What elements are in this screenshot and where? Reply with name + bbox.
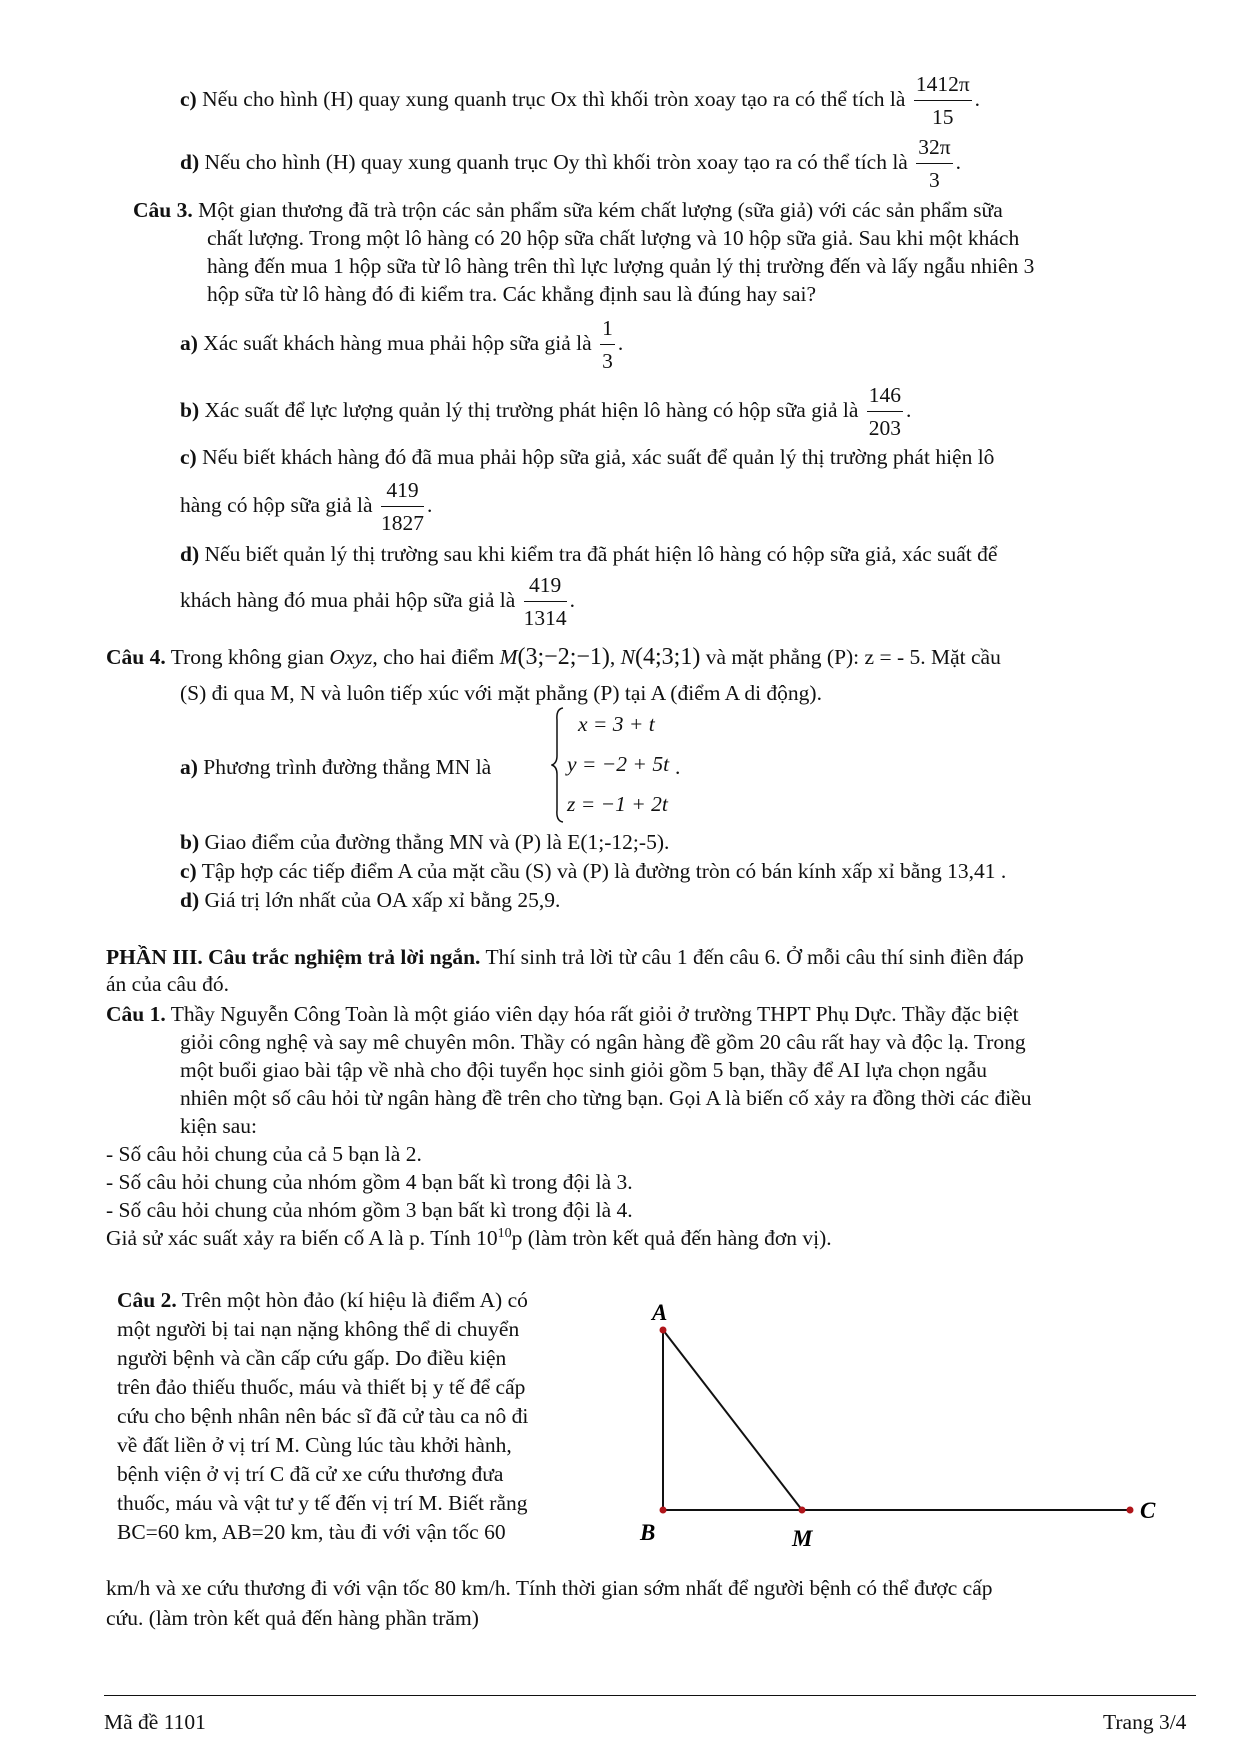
q3-line-1 [133, 198, 1003, 224]
p3q1-condition-1: - Số câu hỏi chung của cả 5 bạn là 2. [106, 1142, 422, 1166]
part-title: PHẦN III. Câu trắc nghiệm trả lời ngắn. [106, 945, 481, 969]
question-text: p (làm tròn kết quả đến hàng đơn vị). [511, 1226, 832, 1251]
option-text: Tập hợp các tiếp điểm A của mặt cầu (S) và (P) là đường tròn có bán kính xấp xỉ bằng 13,41 . [201, 859, 1007, 883]
option-label: c) [180, 859, 197, 883]
p3q1-line-4: nhiên một số câu hỏi từ ngân hàng đề trên cho từng bạn. Gọi A là biến cố xảy ra đồng thời các điều [180, 1086, 1032, 1110]
point-n-name: N [620, 645, 635, 669]
denominator: 3 [602, 348, 613, 373]
option-text: hàng có hộp sữa giả là [180, 493, 373, 518]
question-text: Một gian thương đã trà trộn các sản phẩm sữa kém chất lượng (sữa giả) với các sản phẩm sữa [198, 198, 1003, 222]
p3q2-line-10: km/h và xe cứu thương đi với vận tốc 80 km/h. Tính thời gian sớm nhất để người bệnh có thể được cấp [106, 1576, 993, 1600]
fraction [600, 316, 615, 375]
part3-heading [106, 945, 1024, 971]
option-label: d) [180, 542, 200, 566]
point-a-dot [660, 1327, 667, 1334]
option-text: Nếu cho hình (H) quay xung quanh trục Ox thì khối tròn xoay tạo ra có thể tích là [202, 87, 906, 112]
p3q2-line-9: BC=60 km, AB=20 km, tàu đi với vận tốc 60 [117, 1520, 506, 1544]
point-m-dot [799, 1507, 806, 1514]
q3-line-2: chất lượng. Trong một lô hàng có 20 hộp sữa chất lượng và 10 hộp sữa giả. Sau khi một khách [207, 226, 1020, 250]
point-n-coordinates: (4;3;1) [635, 644, 701, 670]
denominator: 1314 [523, 605, 567, 630]
q3-line-3: hàng đến mua 1 hộp sữa từ lô hàng trên thì lực lượng quản lý thị trường đến và lấy ngẫu nhiên 3 [207, 254, 1035, 278]
fraction [914, 72, 972, 131]
p3q2-line-3: người bệnh và cần cấp cứu gấp. Do điều kiện [117, 1346, 507, 1370]
p3q2-line-6: về đất liền ở vị trí M. Cùng lúc tàu khởi hành, [117, 1433, 512, 1457]
numerator: 146 [867, 383, 903, 412]
denominator: 3 [929, 167, 940, 192]
q4-option-b [180, 830, 669, 856]
q3-option-c-line-1 [180, 445, 994, 471]
label-m: M [792, 1526, 813, 1551]
left-brace-icon [551, 706, 565, 824]
p3q2-line-8: thuốc, máu và vật tư y tế đến vị trí M. Biết rằng [117, 1491, 528, 1515]
q3-option-d-line-2: khách hàng đó mua phải hộp sữa giả là $\frac{419}{1314}$ . [180, 573, 576, 630]
p3q2-line-4: trên đảo thiếu thuốc, máu và thiết bị y tế để cấp [117, 1375, 526, 1399]
question-text: , cho hai điểm [372, 645, 495, 669]
coordinate-system: Oxyz [329, 645, 373, 669]
question-text: và mặt phẳng (P): z = - 5. Mặt cầu [705, 645, 1001, 669]
denominator: 1827 [380, 510, 424, 535]
fraction [916, 135, 952, 194]
q4-option-c [180, 859, 1006, 885]
option-label: a) [180, 755, 198, 779]
point-m-name: M [499, 645, 518, 669]
period: . [675, 755, 681, 779]
footer-divider [104, 1695, 1196, 1696]
p3q1-last-line [106, 1226, 832, 1252]
question-text: Trong không gian [170, 645, 325, 669]
p3q2-line-11: cứu. (làm tròn kết quả đến hàng phần trăm) [106, 1606, 479, 1630]
p3q1-line-5: kiện sau: [180, 1114, 258, 1138]
segment-am [663, 1330, 802, 1510]
equation-z: z = −1 + 2t [567, 792, 668, 816]
point-b-dot [660, 1507, 667, 1514]
equation-y: y = −2 + 5t [567, 752, 670, 776]
question-text: Trên một hòn đảo (kí hiệu là điểm A) có [181, 1288, 528, 1312]
q4-line-2: (S) đi qua M, N và luôn tiếp xúc với mặt phẳng (P) tại A (điểm A di động). [180, 681, 822, 705]
fraction [524, 573, 567, 632]
p3q2-line-1 [117, 1288, 528, 1314]
option-text: Giá trị lớn nhất của OA xấp xỉ bằng 25,9. [204, 888, 561, 912]
q3-line-4: hộp sữa từ lô hàng đó đi kiểm tra. Các khẳng định sau là đúng hay sai? [207, 282, 817, 306]
option-label: d) [180, 888, 200, 912]
line-equation-system [551, 706, 691, 824]
p3q1-line-1 [106, 1002, 1019, 1028]
option-text: khách hàng đó mua phải hộp sữa giả là [180, 588, 516, 613]
label-b: B [640, 1520, 656, 1545]
p3q2-line-2: một người bị tai nạn nặng không thể di chuyển [117, 1317, 520, 1341]
q3-option-b: b) Xác suất để lực lượng quản lý thị trường phát hiện lô hàng có hộp sữa giả là $\frac{146}{203}$ . [180, 383, 912, 440]
question-label: Câu 3. [133, 198, 193, 222]
denominator: 203 [868, 415, 902, 440]
numerator: 419 [381, 478, 424, 507]
q2-option-d: d) Nếu cho hình (H) quay xung quanh trục Oy thì khối tròn xoay tạo ra có thể tích là $\frac{32\pi}{3}$ . [180, 135, 961, 192]
option-label: b) [180, 830, 200, 854]
part3-heading-line-2: án của câu đó. [106, 972, 229, 996]
numerator: 1412π [914, 72, 972, 101]
question-text: Giả sử xác suất xảy ra biến cố A là p. Tính 10 [106, 1226, 498, 1251]
option-text: Nếu cho hình (H) quay xung quanh trục Oy thì khối tròn xoay tạo ra có thể tích là [204, 150, 908, 175]
question-text: Thầy Nguyễn Công Toàn là một giáo viên dạy hóa rất giỏi ở trường THPT Phụ Dực. Thầy đặc biệt [170, 1002, 1019, 1026]
option-text: Nếu biết khách hàng đó đã mua phải hộp sữa giả, xác suất để quản lý thị trường phát hiện lô [202, 445, 995, 469]
part-instructions: Thí sinh trả lời từ câu 1 đến câu 6. Ở mỗi câu thí sinh điền đáp [485, 945, 1024, 969]
exam-code: Mã đề 1101 [104, 1710, 206, 1734]
fraction [381, 478, 424, 537]
numerator: 419 [524, 573, 567, 602]
q4-option-a [180, 755, 491, 781]
option-text: Xác suất khách hàng mua phải hộp sữa giả là [203, 331, 592, 356]
p3q2-line-5: cứu cho bệnh nhân nên bác sĩ đã cử tàu ca nô đi [117, 1404, 529, 1428]
label-a: A [652, 1300, 668, 1325]
option-label: c) [180, 445, 197, 469]
numerator: 1 [600, 316, 615, 345]
option-text: Giao điểm của đường thẳng MN và (P) là E(1;-12;-5). [204, 830, 670, 854]
point-m-coordinates: (3;−2;−1) [517, 644, 610, 670]
q2-option-c: c) Nếu cho hình (H) quay xung quanh trục Ox thì khối tròn xoay tạo ra có thể tích là $\frac{1412\pi}{15}$ . [180, 72, 981, 129]
question-label: Câu 4. [106, 645, 166, 669]
triangle-figure [630, 1300, 1170, 1560]
q4-line-1: Câu 4. Trong không gian Oxyz, cho hai điểm M(3;−2;−1), N(4;3;1) và mặt phẳng (P): z = - 5. Mặt cầu [106, 644, 1001, 670]
point-c-dot [1127, 1507, 1134, 1514]
option-label: b) [180, 398, 200, 423]
page-number: Trang 3/4 [1103, 1710, 1187, 1734]
q3-option-a: a) Xác suất khách hàng mua phải hộp sữa giả là $\frac{1}{3}$ . [180, 316, 624, 373]
p3q1-condition-3: - Số câu hỏi chung của nhóm gồm 3 bạn bất kì trong đội là 4. [106, 1198, 633, 1222]
q4-option-d [180, 888, 560, 914]
option-text: Nếu biết quản lý thị trường sau khi kiểm tra đã phát hiện lô hàng có hộp sữa giả, xác suất để [204, 542, 998, 566]
option-text: Xác suất để lực lượng quản lý thị trường phát hiện lô hàng có hộp sữa giả là [204, 398, 859, 423]
question-label: Câu 2. [117, 1288, 177, 1312]
q3-option-d-line-1 [180, 542, 997, 568]
denominator: 15 [931, 104, 954, 129]
option-text: Phương trình đường thẳng MN là [203, 755, 492, 779]
q3-option-c-line-2: hàng có hộp sữa giả là $\frac{419}{1827}$ . [180, 478, 433, 535]
p3q1-line-3: một buổi giao bài tập về nhà cho đội tuyển học sinh giỏi gồm 5 bạn, thầy để AI lựa chọn ngẫu [180, 1058, 987, 1082]
question-label: Câu 1. [106, 1002, 166, 1026]
numerator: 32π [916, 135, 952, 164]
fraction [867, 383, 903, 442]
option-label: d) [180, 150, 200, 175]
equation-x: x = 3 + t [578, 712, 655, 736]
label-c: C [1140, 1498, 1156, 1523]
p3q2-line-7: bệnh viện ở vị trí C đã cử xe cứu thương đưa [117, 1462, 504, 1486]
option-label: a) [180, 331, 198, 356]
p3q1-line-2: giỏi công nghệ và say mê chuyên môn. Thầy có ngân hàng đề gồm 20 câu rất hay và độc lạ. Trong [180, 1030, 1026, 1054]
exponent: 10 [497, 1226, 512, 1241]
option-label: c) [180, 87, 197, 112]
p3q1-condition-2: - Số câu hỏi chung của nhóm gồm 4 bạn bất kì trong đội là 3. [106, 1170, 633, 1194]
